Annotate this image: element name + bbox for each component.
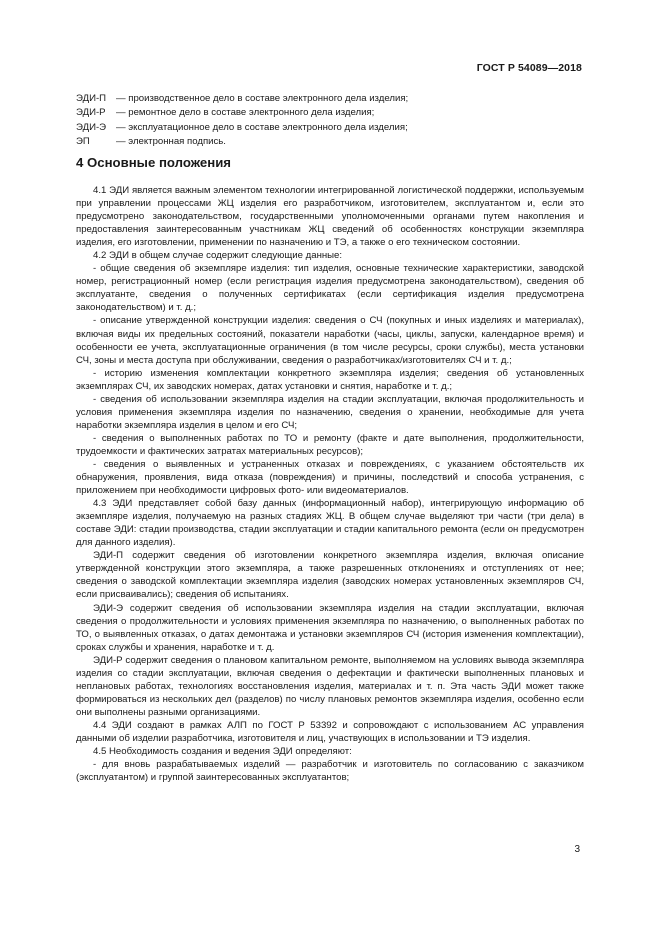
section-body [76,184,584,784]
list-item: - сведения о выполненных работах по ТО и ремонту (факте и дате выполнения, продолжительности, трудоемкости и фактических затратах материальных ресурсов); [76,432,584,457]
abbreviation-item [76,135,596,149]
list-item: - сведения о выявленных и устраненных отказах и повреждениях, с указанием обстоятельств их обнаружения, проявления, вида отказа (повреждения) и причины, последствий и способа устранения, с приложением при необходимости цифровых фото- или видеоматериалов. [76,458,584,497]
abbreviation-item [76,92,596,106]
paragraph-4-4: 4.4 ЭДИ создают в рамках АЛП по ГОСТ Р 53392 и сопровождают с использованием АС управления данными об изделии разработчика, изготовителя и лиц, участвующих в использовании и ТЭ изделия. [76,719,584,744]
list-item: - сведения об использовании экземпляра изделия на стадии эксплуатации, включая продолжительность и условия применения экземпляра изделия по назначению, сведения о хранении, необходимые для учета наработки экземпляра изделия в целом и его СЧ; [76,393,584,431]
list-item: - общие сведения об экземпляре изделия: тип изделия, основные технические характеристики, заводской номер, регистрационный номер (если регистрация изделия предусмотрена законодательством), сведения об эксплуатанте, сведения о полученных сертификатах (если сертификация изделия предусмотрена законодательством) и т. д.; [76,263,584,314]
paragraph-4-5: 4.5 Необходимость создания и ведения ЭДИ определяют: [93,746,352,758]
abbreviation-item [76,121,596,135]
list-item: - историю изменения комплектации конкретного экземпляра изделия; сведения об установленных экземплярах СЧ, их заводских номерах, датах установки и снятия, наработке и т. д.; [76,367,584,392]
standard-number: ГОСТ Р 54089—2018 [476,62,582,74]
abbreviation-definition: — производственное дело в составе электронного дела изделия; [116,93,409,104]
list-item: - описание утвержденной конструкции изделия: сведения о СЧ (покупных и иных изделиях и материалах), включая виды их предельных состояний, показатели наработки (часы, циклы, запуски, календарное время) и особенности ее учета, эксплуатационные ограничения (в том числе ресурсы, сроки службы), места установки СЧ, зоны и места доступа при обслуживании, сведения о разработчиках/изготовителях СЧ и т. д.; [76,315,584,366]
section-title: 4 Основные положения [76,155,231,170]
paragraph-edi-p: ЭДИ-П содержит сведения об изготовлении конкретного экземпляра изделия, включая описание утвержденной конструкции этого экземпляра, а также разрешенных отклонениях и отступлениях от нее; сведения о заводской комплектации экземпляра изделия (заводских номерах установленных экземпляров СЧ, если присваивались); сведения об испытаниях. [76,550,584,601]
paragraph-edi-r: ЭДИ-Р содержит сведения о плановом капитальном ремонте, выполняемом на условиях вывода экземпляра изделия со стадии эксплуатации, включая сведения о дефектации и фактически выполненных плановых и неплановых работах, технологиях восстановления изделия, материалах и т. п. Эта часть ЭДИ может также формироваться из нескольких дел (разделов) по числу плановых ремонтов экземпляра изделия, особенно если они выполнены разными организациями. [76,654,584,718]
abbreviation-term: ЭДИ-Э [76,121,107,133]
list-item: - для вновь разрабатываемых изделий — разработчик и изготовитель по согласованию с заказчиком (эксплуатантом) и группой заинтересованных эксплуатантов; [76,759,584,784]
paragraph-4-1: 4.1 ЭДИ является важным элементом технологии интегрированной логистической поддержки, используемым при управлении процессами ЖЦ изделия его разработчиком, изготовителем, эксплуатантом и, если это предусмотрено законодательством, государственными уполномоченными органами путем накопления и предоставления заинтересованным участникам ЖЦ сведений об особенностях конструкции экземпляра изделия, его изготовлении, применении по назначению и ТЭ, а также о его техническом состоянии. [76,185,584,249]
abbreviation-definition: — эксплуатационное дело в составе электронного дела изделия; [116,121,408,133]
paragraph-4-2: 4.2 ЭДИ в общем случае содержит следующие данные: [93,250,343,262]
abbreviation-definition: — электронная подпись. [116,135,226,147]
abbreviation-term: ЭДИ-П [76,93,107,104]
paragraph-4-3: 4.3 ЭДИ представляет собой базу данных (информационный набор), интегрирующую информацию об экземпляре изделия, получаемую на разных стадиях ЖЦ. В общем случае выделяют три части (три дела) в составе ЭДИ: стадии производства, стадии эксплуатации и стадии капитального ремонта (если он предусмотрен для данного изделия). [76,498,584,549]
page-number: 3 [574,844,580,855]
abbreviation-term: ЭДИ-Р [76,107,106,119]
abbreviation-item [76,106,596,120]
paragraph-edi-e: ЭДИ-Э содержит сведения об использовании экземпляра изделия на стадии эксплуатации, включая сведения о продолжительности и условиях применения экземпляра по назначению, о выполненных работах по ТО, о выявленных отказах, о датах демонтажа и установки экземпляров СЧ (история изменения комплектации), сроках службы и хранения, наработке и т. д. [76,602,584,653]
abbreviation-definition: — ремонтное дело в составе электронного дела изделия; [116,107,375,119]
abbreviation-list [76,92,596,149]
abbreviation-term: ЭП [76,135,90,147]
